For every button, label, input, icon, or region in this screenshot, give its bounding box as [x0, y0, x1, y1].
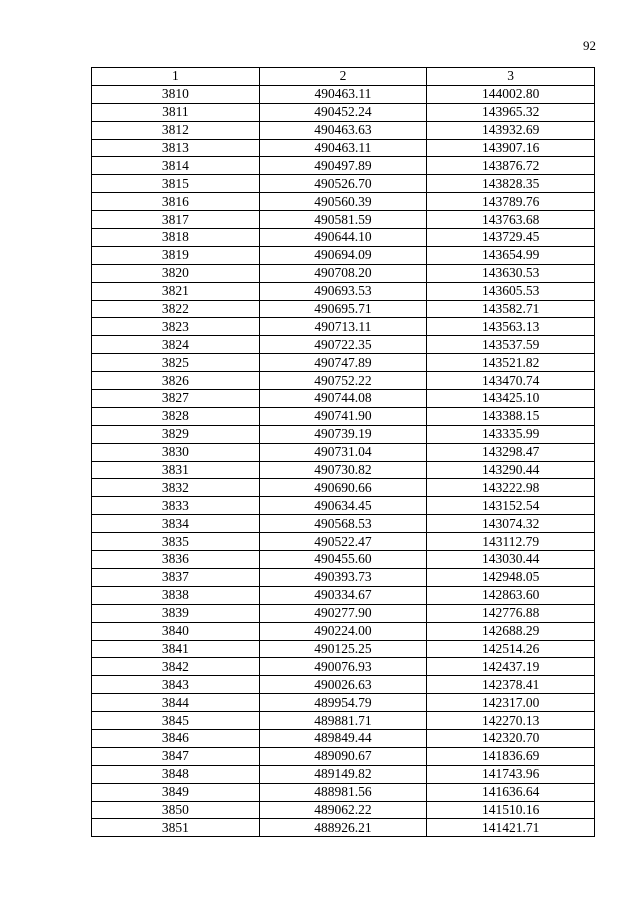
table-row: [92, 229, 595, 247]
y-coordinate-cell: 143965.32: [427, 103, 595, 121]
table-row: [92, 676, 595, 694]
point-number-cell: 3838: [92, 586, 260, 604]
y-coordinate-cell: 143789.76: [427, 193, 595, 211]
table-row: [92, 175, 595, 193]
point-number-cell: 3828: [92, 407, 260, 425]
table-row: [92, 390, 595, 408]
table-row: [92, 282, 595, 300]
x-coordinate-cell: 490730.82: [259, 461, 427, 479]
point-number-cell: 3845: [92, 712, 260, 730]
x-coordinate-cell: 490644.10: [259, 229, 427, 247]
point-number-cell: 3824: [92, 336, 260, 354]
x-coordinate-cell: 489881.71: [259, 712, 427, 730]
table-row: [92, 658, 595, 676]
x-coordinate-cell: 490076.93: [259, 658, 427, 676]
table-row: [92, 318, 595, 336]
coordinates-table: [91, 67, 595, 837]
column-header-1: 1: [92, 68, 260, 86]
y-coordinate-cell: 143563.13: [427, 318, 595, 336]
y-coordinate-cell: 143630.53: [427, 264, 595, 282]
x-coordinate-cell: 490277.90: [259, 604, 427, 622]
y-coordinate-cell: 143876.72: [427, 157, 595, 175]
point-number-cell: 3849: [92, 783, 260, 801]
x-coordinate-cell: 490568.53: [259, 515, 427, 533]
table-row: [92, 783, 595, 801]
y-coordinate-cell: 142948.05: [427, 568, 595, 586]
y-coordinate-cell: 143425.10: [427, 390, 595, 408]
table-header-row: [92, 68, 595, 86]
table-row: [92, 461, 595, 479]
table-row: [92, 336, 595, 354]
y-coordinate-cell: 142437.19: [427, 658, 595, 676]
point-number-cell: 3846: [92, 729, 260, 747]
y-coordinate-cell: 143152.54: [427, 497, 595, 515]
point-number-cell: 3818: [92, 229, 260, 247]
y-coordinate-cell: 143112.79: [427, 533, 595, 551]
table-body: [92, 85, 595, 836]
point-number-cell: 3847: [92, 747, 260, 765]
x-coordinate-cell: 490463.11: [259, 139, 427, 157]
point-number-cell: 3826: [92, 372, 260, 390]
table-row: [92, 85, 595, 103]
y-coordinate-cell: 142320.70: [427, 729, 595, 747]
y-coordinate-cell: 142378.41: [427, 676, 595, 694]
point-number-cell: 3813: [92, 139, 260, 157]
x-coordinate-cell: 490695.71: [259, 300, 427, 318]
y-coordinate-cell: 143763.68: [427, 211, 595, 229]
point-number-cell: 3821: [92, 282, 260, 300]
point-number-cell: 3834: [92, 515, 260, 533]
y-coordinate-cell: 143729.45: [427, 229, 595, 247]
point-number-cell: 3822: [92, 300, 260, 318]
point-number-cell: 3816: [92, 193, 260, 211]
x-coordinate-cell: 490560.39: [259, 193, 427, 211]
point-number-cell: 3815: [92, 175, 260, 193]
y-coordinate-cell: 142270.13: [427, 712, 595, 730]
page-number: 92: [583, 38, 596, 53]
point-number-cell: 3817: [92, 211, 260, 229]
table-row: [92, 604, 595, 622]
point-number-cell: 3843: [92, 676, 260, 694]
y-coordinate-cell: 141836.69: [427, 747, 595, 765]
y-coordinate-cell: 143828.35: [427, 175, 595, 193]
y-coordinate-cell: 143222.98: [427, 479, 595, 497]
point-number-cell: 3825: [92, 354, 260, 372]
point-number-cell: 3823: [92, 318, 260, 336]
table-row: [92, 515, 595, 533]
point-number-cell: 3839: [92, 604, 260, 622]
x-coordinate-cell: 490694.09: [259, 246, 427, 264]
x-coordinate-cell: 490463.11: [259, 85, 427, 103]
y-coordinate-cell: 141743.96: [427, 765, 595, 783]
x-coordinate-cell: 490125.25: [259, 640, 427, 658]
x-coordinate-cell: 490690.66: [259, 479, 427, 497]
table-row: [92, 747, 595, 765]
point-number-cell: 3848: [92, 765, 260, 783]
table-row: [92, 568, 595, 586]
point-number-cell: 3835: [92, 533, 260, 551]
y-coordinate-cell: 144002.80: [427, 85, 595, 103]
column-header-2: 2: [259, 68, 427, 86]
table-row: [92, 479, 595, 497]
y-coordinate-cell: 142863.60: [427, 586, 595, 604]
point-number-cell: 3831: [92, 461, 260, 479]
table-row: [92, 694, 595, 712]
x-coordinate-cell: 488926.21: [259, 819, 427, 837]
point-number-cell: 3850: [92, 801, 260, 819]
x-coordinate-cell: 488981.56: [259, 783, 427, 801]
table-row: [92, 211, 595, 229]
x-coordinate-cell: 489849.44: [259, 729, 427, 747]
table-row: [92, 801, 595, 819]
y-coordinate-cell: 143521.82: [427, 354, 595, 372]
point-number-cell: 3811: [92, 103, 260, 121]
table-row: [92, 765, 595, 783]
table-row: [92, 300, 595, 318]
x-coordinate-cell: 490747.89: [259, 354, 427, 372]
x-coordinate-cell: 490463.63: [259, 121, 427, 139]
y-coordinate-cell: 141510.16: [427, 801, 595, 819]
point-number-cell: 3814: [92, 157, 260, 175]
table-row: [92, 533, 595, 551]
y-coordinate-cell: 143290.44: [427, 461, 595, 479]
y-coordinate-cell: 143907.16: [427, 139, 595, 157]
table-row: [92, 443, 595, 461]
table-row: [92, 729, 595, 747]
x-coordinate-cell: 490693.53: [259, 282, 427, 300]
table-row: [92, 103, 595, 121]
point-number-cell: 3829: [92, 425, 260, 443]
table-row: [92, 819, 595, 837]
table-row: [92, 640, 595, 658]
y-coordinate-cell: 142776.88: [427, 604, 595, 622]
point-number-cell: 3810: [92, 85, 260, 103]
table-row: [92, 139, 595, 157]
x-coordinate-cell: 490522.47: [259, 533, 427, 551]
y-coordinate-cell: 143932.69: [427, 121, 595, 139]
table-row: [92, 246, 595, 264]
table-row: [92, 497, 595, 515]
x-coordinate-cell: 490497.89: [259, 157, 427, 175]
point-number-cell: 3844: [92, 694, 260, 712]
x-coordinate-cell: 490739.19: [259, 425, 427, 443]
x-coordinate-cell: 489090.67: [259, 747, 427, 765]
x-coordinate-cell: 490741.90: [259, 407, 427, 425]
table-row: [92, 121, 595, 139]
point-number-cell: 3836: [92, 551, 260, 569]
y-coordinate-cell: 142688.29: [427, 622, 595, 640]
x-coordinate-cell: 490452.24: [259, 103, 427, 121]
table-row: [92, 354, 595, 372]
x-coordinate-cell: 490026.63: [259, 676, 427, 694]
table-row: [92, 264, 595, 282]
x-coordinate-cell: 489954.79: [259, 694, 427, 712]
x-coordinate-cell: 490224.00: [259, 622, 427, 640]
point-number-cell: 3812: [92, 121, 260, 139]
y-coordinate-cell: 143298.47: [427, 443, 595, 461]
point-number-cell: 3840: [92, 622, 260, 640]
point-number-cell: 3827: [92, 390, 260, 408]
point-number-cell: 3833: [92, 497, 260, 515]
y-coordinate-cell: 143388.15: [427, 407, 595, 425]
point-number-cell: 3819: [92, 246, 260, 264]
table-row: [92, 712, 595, 730]
y-coordinate-cell: 143335.99: [427, 425, 595, 443]
point-number-cell: 3832: [92, 479, 260, 497]
x-coordinate-cell: 490581.59: [259, 211, 427, 229]
x-coordinate-cell: 490744.08: [259, 390, 427, 408]
x-coordinate-cell: 490526.70: [259, 175, 427, 193]
y-coordinate-cell: 143605.53: [427, 282, 595, 300]
x-coordinate-cell: 490634.45: [259, 497, 427, 515]
table-row: [92, 425, 595, 443]
table-row: [92, 407, 595, 425]
x-coordinate-cell: 490708.20: [259, 264, 427, 282]
y-coordinate-cell: 143074.32: [427, 515, 595, 533]
point-number-cell: 3837: [92, 568, 260, 586]
table-row: [92, 157, 595, 175]
x-coordinate-cell: 490722.35: [259, 336, 427, 354]
x-coordinate-cell: 489149.82: [259, 765, 427, 783]
table-row: [92, 551, 595, 569]
table-row: [92, 622, 595, 640]
table-row: [92, 193, 595, 211]
table-row: [92, 586, 595, 604]
table-row: [92, 372, 595, 390]
x-coordinate-cell: 489062.22: [259, 801, 427, 819]
y-coordinate-cell: 142317.00: [427, 694, 595, 712]
point-number-cell: 3820: [92, 264, 260, 282]
y-coordinate-cell: 143030.44: [427, 551, 595, 569]
y-coordinate-cell: 141421.71: [427, 819, 595, 837]
point-number-cell: 3830: [92, 443, 260, 461]
column-header-3: 3: [427, 68, 595, 86]
point-number-cell: 3842: [92, 658, 260, 676]
y-coordinate-cell: 143654.99: [427, 246, 595, 264]
y-coordinate-cell: 143582.71: [427, 300, 595, 318]
point-number-cell: 3851: [92, 819, 260, 837]
x-coordinate-cell: 490393.73: [259, 568, 427, 586]
y-coordinate-cell: 143470.74: [427, 372, 595, 390]
x-coordinate-cell: 490752.22: [259, 372, 427, 390]
x-coordinate-cell: 490455.60: [259, 551, 427, 569]
y-coordinate-cell: 141636.64: [427, 783, 595, 801]
point-number-cell: 3841: [92, 640, 260, 658]
x-coordinate-cell: 490334.67: [259, 586, 427, 604]
y-coordinate-cell: 142514.26: [427, 640, 595, 658]
x-coordinate-cell: 490731.04: [259, 443, 427, 461]
y-coordinate-cell: 143537.59: [427, 336, 595, 354]
x-coordinate-cell: 490713.11: [259, 318, 427, 336]
